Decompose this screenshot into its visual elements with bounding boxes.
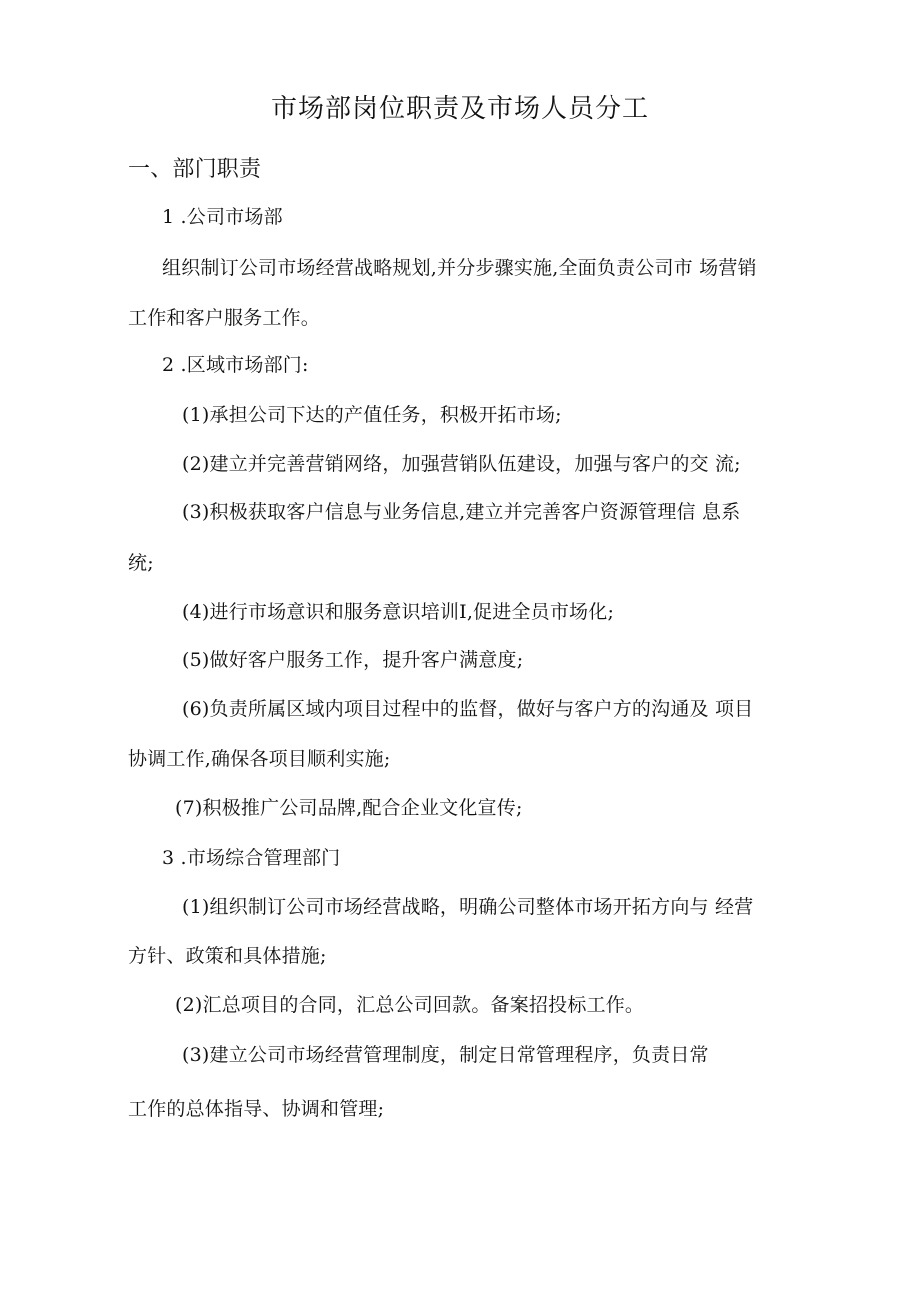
item2-point7: (7)积极推广公司品牌,配合企业文化宣传; — [175, 797, 523, 819]
item3-point1-line1: (1)组织制订公司市场经营战略，明确公司整体市场开拓方向与 经营 — [182, 896, 754, 918]
item2-point6-line2: 协调工作,确保各项目顺利实施; — [128, 748, 391, 770]
item3-point1-line2: 方针、政策和具体措施; — [128, 945, 327, 967]
item2-point6-line1: (6)负责所属区域内项目过程中的监督，做好与客户方的沟通及 项目 — [182, 698, 754, 720]
item2-point2: (2)建立并完善营销网络，加强营销队伍建设，加强与客户的交 流; — [182, 453, 741, 475]
document-title: 市场部岗位职责及市场人员分工 — [270, 94, 649, 124]
section-heading-department-duties: 一、部门职责 — [128, 157, 262, 182]
item2-point5: (5)做好客户服务工作，提升客户满意度; — [182, 649, 524, 671]
item3-point2: (2)汇总项目的合同，汇总公司回款。备案招投标工作。 — [175, 994, 645, 1016]
item2-point3-line2: 统; — [128, 552, 154, 574]
item1-paragraph-line1: 组织制订公司市场经营战略规划,并分步骤实施,全面负责公司市 场营销 — [162, 257, 757, 279]
item2-point3-line1: (3)积极获取客户信息与业务信息,建立并完善客户资源管理信 息系 — [182, 501, 741, 523]
item3-point3-line2: 工作的总体指导、协调和管理; — [128, 1098, 385, 1120]
item2-heading: 2 .区域市场部门: — [162, 354, 309, 376]
item1-heading: 1 .公司市场部 — [162, 206, 283, 228]
item2-point1: (1)承担公司下达的产值任务，积极开拓市场; — [182, 404, 562, 426]
item2-point4: (4)进行市场意识和服务意识培训I,促进全员市场化; — [182, 601, 615, 623]
item3-point3-line1: (3)建立公司市场经营管理制度，制定日常管理程序，负责日常 — [182, 1044, 709, 1066]
item3-heading: 3 .市场综合管理部门 — [162, 847, 341, 869]
item1-paragraph-line2: 工作和客户服务工作。 — [128, 307, 321, 329]
